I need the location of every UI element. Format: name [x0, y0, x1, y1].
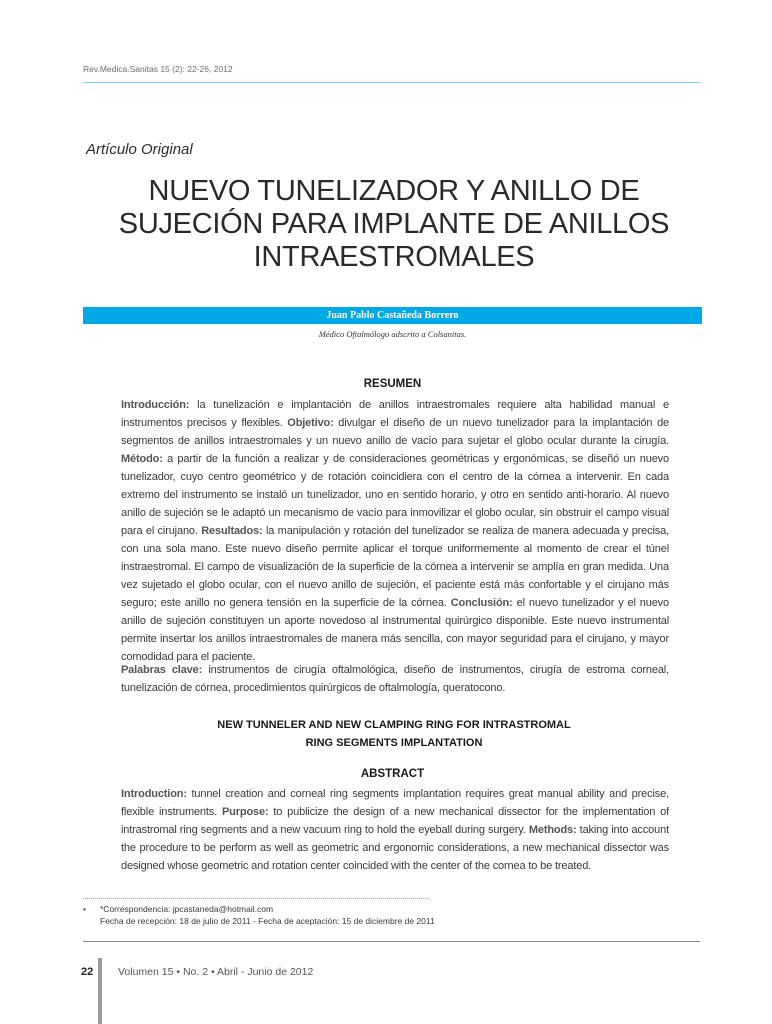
results-label: Resultados: — [201, 525, 263, 537]
author-affiliation: Médico Oftalmólogo adscrito a Colsanitas. — [318, 329, 467, 339]
methods-text: taking into account the procedure to be perform as well as geometric and ergonomic considerations, a new mechanical dissector was designed whose geometric and rotation center coincided with the center of the cornea to be treated. — [121, 824, 669, 872]
article-title — [83, 175, 705, 274]
keywords — [121, 661, 669, 697]
footer-rule — [83, 941, 700, 942]
footnote — [83, 903, 435, 927]
footnote-rule — [83, 898, 428, 899]
methods-label: Methods: — [528, 824, 577, 836]
method-text: a partir de la función a realizar y de consideraciones geométricas y ergonómicas, se diseñó un nuevo tunelizador, cuyo centro geométrico y de rotación coincidiera con el centro de la córnea a intervenir. En cada extremo del instrumento se instaló un tunelizador, uno en sentido horario, y otro en sentido anti-horario. Al nuevo anillo de sujeción se le adaptó un mecanismo de vacío para inmovilizar el globo ocular, sin obstruir el campo visual para el cirujano. — [121, 453, 669, 537]
english-title — [83, 716, 705, 752]
article-type: Artículo Original — [86, 141, 193, 158]
introduction-text: tunnel creation and corneal ring segments implantation requires great manual ability and precise, flexible instruments. — [121, 788, 669, 818]
results-text: la manipulación y rotación del tunelizador se realiza de manera adecuada y precisa, con una sola mano. Este nuevo diseño permite aplicar el torque uniformemente al momento de crear el túnel instraestromal. El campo de visualización de la superficie de la córnea a intervenir se amplía en gran medida. Una vez sujetado el globo ocular, con el nuevo anillo de sujeción, el paciente está más confortable y el cirujano más seguro; este anillo no genera tensión en la superficie de la córnea. — [121, 525, 670, 609]
running-head: Rev.Medica.Sanitas 15 (2): 22-26, 2012 — [83, 64, 233, 74]
intro-text: la tunelización e implantación de anillos intraestromales requiere alta habilidad manual e instrumentos precisos y flexibles. — [121, 399, 669, 429]
conclusion-text: el nuevo tunelizador y el nuevo anillo de sujeción constituyen un aporte novedoso al instrumental quirúrgico disponible. Este nuevo instrumental permite insertar los anillos intraestromales de manera más sencilla, con mayor seguridad para el cirujano, y mayor comodidad para el paciente. — [121, 597, 669, 663]
footnote-bullet: • — [83, 904, 86, 914]
purpose-text: to publicize the design of a new mechanical dissector for the implementation of intrastromal ring segments and a new vacuum ring to hold the eyeball during surgery. — [121, 806, 669, 836]
conclusion-label: Conclusión: — [450, 597, 513, 609]
header-rule — [83, 82, 700, 83]
page-number: 22 — [81, 966, 94, 978]
objective-text: divulgar el diseño de un nuevo tunelizador para la implantación de segmentos de anillos intraestromales y un nuevo anillo de vacío para sujetar el globo ocular durante la cirugía. — [121, 417, 670, 447]
keywords-text: instrumentos de cirugía oftalmológica, diseño de instrumentos, cirugía de estroma corneal, tunelización de córnea, procedimientos quirúrgicos de oftalmología, queratocono. — [121, 664, 669, 694]
title-line: NUEVO TUNELIZADOR Y ANILLO DE — [148, 175, 640, 207]
issue-info: Volumen 15 • No. 2 • Abril - Junio de 2012 — [118, 966, 314, 978]
objective-label: Objetivo: — [287, 417, 334, 429]
received-dates: Fecha de recepción: 18 de julio de 2011 - Fecha de aceptación: 15 de diciembre de 2011 — [100, 916, 435, 926]
abstract-heading: ABSTRACT — [360, 768, 425, 780]
introduction-label: Introduction: — [121, 788, 187, 800]
title-line: SUJECIÓN PARA IMPLANTE DE ANILLOS — [118, 208, 670, 240]
method-label: Método: — [121, 453, 163, 465]
author-name: Juan Pablo Castañeda Borrero — [326, 310, 459, 321]
resumen-heading: RESUMEN — [363, 378, 422, 390]
correspondence: *Correspondencia: jpcastaneda@hotmail.com — [100, 904, 274, 914]
resumen-body — [121, 396, 669, 666]
english-title-line: RING SEGMENTS IMPLANTATION — [305, 737, 483, 749]
purpose-label: Purpose: — [221, 806, 269, 818]
abstract-body — [121, 785, 669, 875]
author-bar — [83, 307, 702, 324]
intro-label: Introducción: — [121, 399, 190, 411]
title-line: INTRAESTROMALES — [253, 241, 535, 273]
page-bar — [98, 958, 102, 1024]
keywords-label: Palabras clave: — [121, 664, 203, 676]
english-title-line: NEW TUNNELER AND NEW CLAMPING RING FOR INTRASTROMAL — [217, 719, 571, 731]
